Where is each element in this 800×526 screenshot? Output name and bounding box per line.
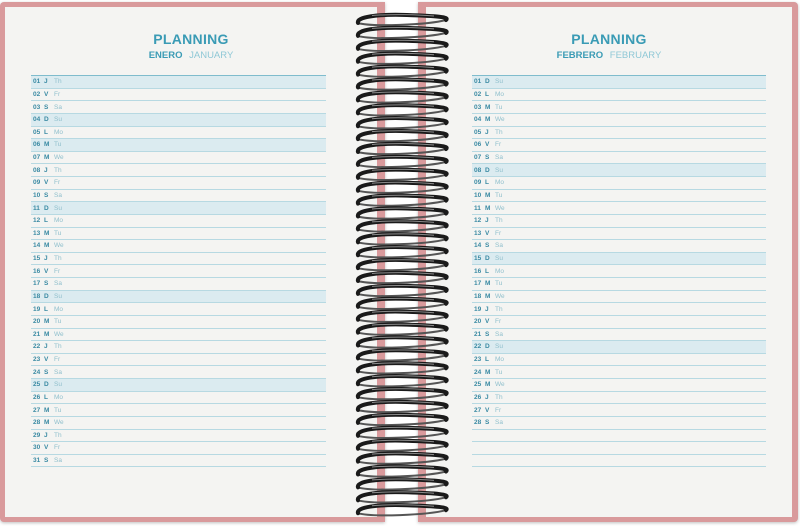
day-row[interactable] xyxy=(31,404,326,417)
day-letter-es: D xyxy=(44,292,49,300)
spiral-coil-back xyxy=(358,497,446,502)
spiral-coil-back xyxy=(358,136,446,141)
day-row[interactable] xyxy=(31,366,326,379)
day-letter-es: M xyxy=(44,242,50,250)
day-row[interactable] xyxy=(472,202,766,215)
day-row[interactable] xyxy=(31,291,326,304)
day-abbr-en: We xyxy=(54,330,64,338)
spiral-coil-back xyxy=(358,46,446,51)
day-number: 02 xyxy=(33,90,41,98)
spiral-coil-back xyxy=(358,304,446,309)
spiral-coil-back xyxy=(358,214,446,219)
day-number: 21 xyxy=(474,330,482,338)
month-name-es: ENERO xyxy=(148,50,183,61)
day-abbr-en: Mo xyxy=(54,393,64,401)
day-number: 07 xyxy=(33,154,41,162)
day-row[interactable] xyxy=(31,190,326,203)
day-letter-es: V xyxy=(485,141,490,149)
day-number: 31 xyxy=(33,457,41,465)
day-number: 30 xyxy=(33,444,41,452)
day-row[interactable] xyxy=(31,101,326,114)
day-abbr-en: Sa xyxy=(54,457,62,465)
day-abbr-en: Th xyxy=(54,78,62,86)
day-letter-es: M xyxy=(44,330,50,338)
month-heading xyxy=(5,50,377,61)
spiral-coil-back xyxy=(358,33,446,38)
day-row[interactable] xyxy=(472,430,766,443)
day-number: 05 xyxy=(33,128,41,136)
day-letter-es: M xyxy=(44,318,50,326)
day-number: 09 xyxy=(33,179,41,187)
day-letter-es: D xyxy=(44,204,49,212)
day-number: 24 xyxy=(33,368,41,376)
day-row[interactable] xyxy=(472,379,766,392)
spiral-coil-back xyxy=(358,149,446,154)
day-abbr-en: We xyxy=(495,292,505,300)
day-number: 19 xyxy=(474,305,482,313)
spiral-coil-back xyxy=(358,291,446,296)
day-row[interactable] xyxy=(31,202,326,215)
day-row[interactable] xyxy=(31,228,326,241)
day-number: 08 xyxy=(33,166,41,174)
day-abbr-en: Fr xyxy=(54,179,61,187)
day-number: 13 xyxy=(33,229,41,237)
month-name-es: FEBRERO xyxy=(556,50,604,61)
spiral-coil-back xyxy=(358,239,446,244)
day-abbr-en: Tu xyxy=(495,280,503,288)
day-number: 23 xyxy=(474,356,482,364)
day-abbr-en: Fr xyxy=(54,90,61,98)
day-number: 10 xyxy=(33,191,41,199)
day-row[interactable] xyxy=(472,76,766,89)
day-letter-es: S xyxy=(485,419,490,427)
day-letter-es: L xyxy=(44,217,48,225)
day-row[interactable] xyxy=(472,329,766,342)
spiral-binding xyxy=(352,6,452,520)
day-number: 29 xyxy=(33,431,41,439)
day-number: 09 xyxy=(474,179,482,187)
day-row[interactable] xyxy=(472,89,766,102)
day-letter-es: D xyxy=(485,166,490,174)
day-letter-es: D xyxy=(485,78,490,86)
day-abbr-en: Th xyxy=(54,343,62,351)
day-abbr-en: Fr xyxy=(54,356,61,364)
day-row[interactable] xyxy=(31,329,326,342)
day-abbr-en: Tu xyxy=(495,103,503,111)
day-abbr-en: Sa xyxy=(54,191,62,199)
spiral-coil-back xyxy=(358,459,446,464)
day-abbr-en: We xyxy=(495,116,505,124)
day-letter-es: M xyxy=(485,116,491,124)
day-number: 25 xyxy=(33,381,41,389)
day-letter-es: J xyxy=(44,431,48,439)
spiral-coil-back xyxy=(358,226,446,231)
day-row[interactable] xyxy=(472,114,766,127)
day-row[interactable] xyxy=(31,265,326,278)
day-number: 28 xyxy=(474,419,482,427)
day-abbr-en: Th xyxy=(495,305,503,313)
day-abbr-en: Su xyxy=(54,292,62,300)
day-abbr-en: Su xyxy=(495,255,503,263)
day-number: 20 xyxy=(33,318,41,326)
day-letter-es: J xyxy=(485,217,489,225)
day-letter-es: S xyxy=(485,330,490,338)
day-row[interactable] xyxy=(472,303,766,316)
day-number: 26 xyxy=(33,393,41,401)
day-number: 12 xyxy=(474,217,482,225)
day-abbr-en: Sa xyxy=(495,330,503,338)
day-number: 23 xyxy=(33,356,41,364)
day-letter-es: D xyxy=(44,116,49,124)
day-letter-es: M xyxy=(485,103,491,111)
day-row[interactable] xyxy=(31,417,326,430)
day-letter-es: D xyxy=(44,381,49,389)
spiral-coil-back xyxy=(358,317,446,322)
day-row[interactable] xyxy=(31,139,326,152)
day-letter-es: S xyxy=(44,368,49,376)
day-list xyxy=(472,75,766,467)
spiral-coil-back xyxy=(358,433,446,438)
day-abbr-en: Tu xyxy=(54,229,62,237)
day-number: 19 xyxy=(33,305,41,313)
day-row[interactable] xyxy=(31,152,326,165)
spiral-coil-back xyxy=(358,59,446,64)
spiral-coil-back xyxy=(358,407,446,412)
day-abbr-en: Mo xyxy=(495,267,505,275)
spiral-coil-back xyxy=(358,85,446,90)
day-row[interactable] xyxy=(472,127,766,140)
day-letter-es: S xyxy=(485,154,490,162)
day-abbr-en: Mo xyxy=(54,128,64,136)
day-abbr-en: Fr xyxy=(495,141,502,149)
spiral-coil-back xyxy=(358,97,446,102)
day-letter-es: S xyxy=(44,457,49,465)
day-letter-es: L xyxy=(485,267,489,275)
day-number: 08 xyxy=(474,166,482,174)
day-row[interactable] xyxy=(31,76,326,89)
day-number: 02 xyxy=(474,90,482,98)
day-abbr-en: Fr xyxy=(495,229,502,237)
day-row[interactable] xyxy=(472,316,766,329)
day-abbr-en: Sa xyxy=(495,419,503,427)
day-abbr-en: Sa xyxy=(54,280,62,288)
day-number: 06 xyxy=(474,141,482,149)
day-row[interactable] xyxy=(472,404,766,417)
day-row[interactable] xyxy=(31,253,326,266)
spiral-coil-back xyxy=(358,72,446,77)
spiral-coil-back xyxy=(358,472,446,477)
day-row[interactable] xyxy=(472,392,766,405)
day-letter-es: L xyxy=(44,128,48,136)
day-letter-es: M xyxy=(44,419,50,427)
day-letter-es: S xyxy=(44,103,49,111)
day-abbr-en: Th xyxy=(495,393,503,401)
day-row[interactable] xyxy=(31,127,326,140)
day-letter-es: L xyxy=(485,356,489,364)
spiral-coil-back xyxy=(358,201,446,206)
day-abbr-en: We xyxy=(54,419,64,427)
day-abbr-en: Tu xyxy=(495,368,503,376)
day-abbr-en: Tu xyxy=(495,191,503,199)
day-letter-es: M xyxy=(44,154,50,162)
day-number: 27 xyxy=(474,406,482,414)
day-letter-es: J xyxy=(485,128,489,136)
day-abbr-en: Th xyxy=(54,255,62,263)
day-abbr-en: Mo xyxy=(54,305,64,313)
day-row[interactable] xyxy=(472,278,766,291)
day-row[interactable] xyxy=(31,354,326,367)
day-row[interactable] xyxy=(472,190,766,203)
day-letter-es: M xyxy=(485,381,491,389)
day-row[interactable] xyxy=(31,89,326,102)
day-row[interactable] xyxy=(31,341,326,354)
spiral-coil-back xyxy=(358,394,446,399)
spiral-coil-back xyxy=(358,278,446,283)
day-abbr-en: Th xyxy=(54,431,62,439)
day-abbr-en: We xyxy=(54,242,64,250)
day-number: 12 xyxy=(33,217,41,225)
spiral-coil-back xyxy=(358,123,446,128)
day-row[interactable] xyxy=(31,164,326,177)
day-abbr-en: Th xyxy=(495,217,503,225)
day-number: 05 xyxy=(474,128,482,136)
day-row[interactable] xyxy=(31,316,326,329)
day-letter-es: M xyxy=(485,368,491,376)
day-abbr-en: Fr xyxy=(54,444,61,452)
day-abbr-en: Mo xyxy=(54,217,64,225)
day-abbr-en: Mo xyxy=(495,356,505,364)
day-abbr-en: Su xyxy=(495,78,503,86)
day-letter-es: V xyxy=(44,356,49,364)
day-number: 15 xyxy=(474,255,482,263)
day-abbr-en: Su xyxy=(495,166,503,174)
day-row[interactable] xyxy=(472,354,766,367)
day-row[interactable] xyxy=(472,177,766,190)
day-row[interactable] xyxy=(472,152,766,165)
day-letter-es: J xyxy=(44,255,48,263)
day-row[interactable] xyxy=(31,442,326,455)
day-number: 26 xyxy=(474,393,482,401)
day-number: 15 xyxy=(33,255,41,263)
day-number: 06 xyxy=(33,141,41,149)
day-abbr-en: Su xyxy=(54,204,62,212)
day-letter-es: V xyxy=(44,267,49,275)
day-row[interactable] xyxy=(472,366,766,379)
day-row[interactable] xyxy=(31,114,326,127)
day-abbr-en: Mo xyxy=(495,90,505,98)
day-abbr-en: Su xyxy=(54,116,62,124)
day-letter-es: J xyxy=(44,78,48,86)
day-letter-es: V xyxy=(44,90,49,98)
day-number: 04 xyxy=(474,116,482,124)
day-letter-es: M xyxy=(485,292,491,300)
day-number: 21 xyxy=(33,330,41,338)
day-number: 17 xyxy=(474,280,482,288)
day-letter-es: M xyxy=(44,229,50,237)
day-row[interactable] xyxy=(472,291,766,304)
day-number: 17 xyxy=(33,280,41,288)
day-row[interactable] xyxy=(472,455,766,468)
day-abbr-en: Su xyxy=(54,381,62,389)
day-abbr-en: Sa xyxy=(495,154,503,162)
day-abbr-en: Fr xyxy=(54,267,61,275)
day-number: 01 xyxy=(474,78,482,86)
spiral-coil-back xyxy=(358,330,446,335)
day-number: 22 xyxy=(474,343,482,351)
day-letter-es: V xyxy=(485,318,490,326)
spiral-coil-back xyxy=(358,368,446,373)
day-row[interactable] xyxy=(472,101,766,114)
day-number: 27 xyxy=(33,406,41,414)
day-row[interactable] xyxy=(31,278,326,291)
day-list xyxy=(31,75,326,467)
month-name-en: JANUARY xyxy=(189,50,234,61)
day-row[interactable] xyxy=(31,455,326,468)
day-letter-es: V xyxy=(44,179,49,187)
spiral-coil-back xyxy=(358,252,446,257)
page-title: PLANNING xyxy=(153,31,229,47)
day-row[interactable] xyxy=(31,430,326,443)
day-number: 18 xyxy=(474,292,482,300)
spiral-coil-back xyxy=(358,162,446,167)
day-letter-es: J xyxy=(44,166,48,174)
day-letter-es: L xyxy=(44,393,48,401)
day-letter-es: M xyxy=(44,406,50,414)
day-row[interactable] xyxy=(472,341,766,354)
day-row[interactable] xyxy=(472,139,766,152)
day-number: 10 xyxy=(474,191,482,199)
day-abbr-en: Th xyxy=(495,128,503,136)
day-row[interactable] xyxy=(31,215,326,228)
day-abbr-en: Tu xyxy=(54,318,62,326)
day-abbr-en: We xyxy=(495,381,505,389)
day-row[interactable] xyxy=(472,215,766,228)
spiral-coil-back xyxy=(358,265,446,270)
page-title: PLANNING xyxy=(571,31,647,47)
day-abbr-en: Su xyxy=(495,343,503,351)
day-row[interactable] xyxy=(472,228,766,241)
day-letter-es: D xyxy=(485,255,490,263)
day-number: 20 xyxy=(474,318,482,326)
day-number: 16 xyxy=(474,267,482,275)
spiral-coil-back xyxy=(358,381,446,386)
day-row[interactable] xyxy=(31,177,326,190)
day-letter-es: J xyxy=(485,393,489,401)
day-abbr-en: Sa xyxy=(54,368,62,376)
day-number: 22 xyxy=(33,343,41,351)
day-letter-es: J xyxy=(485,305,489,313)
day-letter-es: V xyxy=(44,444,49,452)
day-letter-es: L xyxy=(44,305,48,313)
day-letter-es: S xyxy=(485,242,490,250)
day-row[interactable] xyxy=(31,392,326,405)
spiral-coil-back xyxy=(358,188,446,193)
spiral-coil-back xyxy=(358,110,446,115)
day-number: 18 xyxy=(33,292,41,300)
day-letter-es: M xyxy=(485,191,491,199)
day-abbr-en: Mo xyxy=(495,179,505,187)
day-number: 14 xyxy=(474,242,482,250)
day-row[interactable] xyxy=(472,265,766,278)
day-number: 04 xyxy=(33,116,41,124)
spiral-coil-back xyxy=(358,355,446,360)
day-abbr-en: Tu xyxy=(54,141,62,149)
day-row[interactable] xyxy=(472,240,766,253)
spiral-coil-back xyxy=(358,175,446,180)
day-abbr-en: Sa xyxy=(54,103,62,111)
day-abbr-en: Sa xyxy=(495,242,503,250)
day-row[interactable] xyxy=(472,164,766,177)
day-abbr-en: Th xyxy=(54,166,62,174)
day-abbr-en: We xyxy=(54,154,64,162)
day-number: 13 xyxy=(474,229,482,237)
day-row[interactable] xyxy=(472,442,766,455)
day-number: 28 xyxy=(33,419,41,427)
day-row[interactable] xyxy=(472,253,766,266)
day-letter-es: S xyxy=(44,191,49,199)
day-row[interactable] xyxy=(31,379,326,392)
page-february xyxy=(426,7,792,517)
month-name-en: FEBRUARY xyxy=(609,50,662,61)
day-number: 14 xyxy=(33,242,41,250)
day-number: 11 xyxy=(33,204,40,212)
day-abbr-en: Fr xyxy=(495,318,502,326)
day-row[interactable] xyxy=(472,417,766,430)
day-number: 11 xyxy=(474,204,481,212)
day-number: 07 xyxy=(474,154,482,162)
day-number: 03 xyxy=(33,103,41,111)
day-number: 01 xyxy=(33,78,41,86)
day-letter-es: S xyxy=(44,280,49,288)
day-letter-es: L xyxy=(485,179,489,187)
day-row[interactable] xyxy=(31,303,326,316)
spiral-coil-back xyxy=(358,343,446,348)
day-letter-es: V xyxy=(485,406,490,414)
spiral-coil-back xyxy=(358,420,446,425)
day-number: 24 xyxy=(474,368,482,376)
spiral-coil-back xyxy=(358,20,446,25)
day-letter-es: L xyxy=(485,90,489,98)
month-heading xyxy=(426,50,792,61)
spiral-coil-back xyxy=(358,484,446,489)
page-january xyxy=(5,7,377,517)
day-letter-es: J xyxy=(44,343,48,351)
spiral-coil-back xyxy=(358,510,446,515)
day-letter-es: V xyxy=(485,229,490,237)
day-number: 03 xyxy=(474,103,482,111)
day-abbr-en: We xyxy=(495,204,505,212)
day-row[interactable] xyxy=(31,240,326,253)
day-letter-es: M xyxy=(485,204,491,212)
spiral-coil-back xyxy=(358,446,446,451)
day-abbr-en: Fr xyxy=(495,406,502,414)
day-abbr-en: Tu xyxy=(54,406,62,414)
day-number: 25 xyxy=(474,381,482,389)
day-number: 16 xyxy=(33,267,41,275)
day-letter-es: M xyxy=(485,280,491,288)
day-letter-es: D xyxy=(485,343,490,351)
day-letter-es: M xyxy=(44,141,50,149)
